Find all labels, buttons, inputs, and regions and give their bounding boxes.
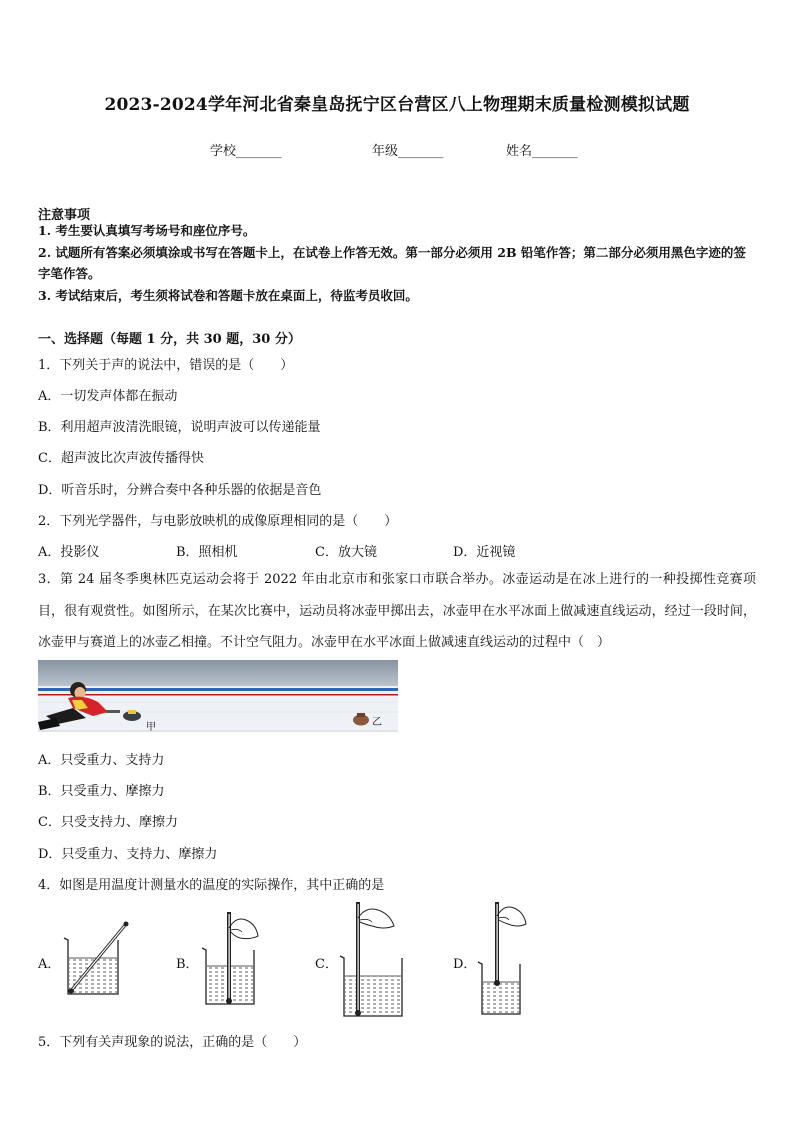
question-2-option-d: D．近视镜	[453, 545, 516, 560]
beaker-b-diagram	[196, 906, 266, 1006]
notice-heading: 注意事项	[38, 208, 91, 223]
question-2-option-c: C．放大镜	[315, 545, 377, 560]
curling-figure	[38, 660, 398, 732]
notice-item: 1. 考生要认真填写考场号和座位序号。	[38, 223, 256, 238]
question-3-option-a: A．只受重力、支持力	[38, 753, 165, 768]
question-5-stem: 5．下列有关声现象的说法，正确的是（ ）	[38, 1035, 307, 1050]
question-3-stem: 3．第 24 届冬季奥林匹克运动会将于 2022 年由北京市和张家口市联合举办。冰壶运动是在冰上进行的一种投掷性竞赛项目，很有观赏性。如图所示，在某次比赛中，运动员将冰壶甲掷出去，冰壶甲在水平冰面上做减速直线运动，经过一段时间，冰壶甲与赛道上的冰壶乙相撞。不计空气阻力。冰壶甲在水平冰面上做减速直线运动的过程中（ ）	[38, 572, 756, 650]
question-2-option-b: B．照相机	[176, 545, 238, 560]
notice-item: 2. 试题所有答案必须填涂或书写在答题卡上，在试卷上作答无效。第一部分必须用 2B 铅笔作答；第二部分必须用黑色字迹的签字笔作答。	[38, 245, 746, 281]
question-2-stem: 2．下列光学器件，与电影放映机的成像原理相同的是（ ）	[38, 514, 398, 529]
question-1-option-a: A．一切发声体都在振动	[38, 389, 178, 404]
grade-field: 年级_______	[372, 144, 444, 159]
question-4-label-a: A．	[38, 957, 61, 972]
school-field: 学校_______	[210, 144, 282, 159]
question-4-label-c: C．	[315, 957, 338, 972]
question-1-stem: 1．下列关于声的说法中，错误的是（ ）	[38, 358, 294, 373]
question-3-option-d: D．只受重力、支持力、摩擦力	[38, 847, 218, 862]
question-3-option-c: C．只受支持力、摩擦力	[38, 815, 178, 830]
page-title: 2023-2024学年河北省秦皇岛抚宁区台营区八上物理期末质量检测模拟试题	[104, 95, 690, 115]
beaker-a-diagram	[60, 918, 138, 998]
stone-b-label: 乙	[372, 717, 382, 728]
question-1-option-b: B．利用超声波清洗眼镜，说明声波可以传递能量	[38, 420, 321, 435]
question-1-option-c: C．超声波比次声波传播得快	[38, 451, 204, 466]
notice-item: 3. 考试结束后，考生须将试卷和答题卡放在桌面上，待监考员收回。	[38, 288, 418, 303]
beaker-d-diagram	[474, 898, 534, 1018]
beaker-c-diagram	[336, 898, 416, 1018]
question-4-label-b: B．	[176, 957, 199, 972]
question-1-option-d: D．听音乐时，分辨合奏中各种乐器的依据是音色	[38, 483, 322, 498]
name-field: 姓名_______	[506, 144, 578, 159]
question-2-option-a: A．投影仪	[38, 545, 100, 560]
question-4-label-d: D．	[453, 957, 477, 972]
section-heading: 一、选择题（每题 1 分，共 30 题，30 分）	[38, 332, 301, 347]
question-3-option-b: B．只受重力、摩擦力	[38, 784, 165, 799]
question-4-stem: 4．如图是用温度计测量水的温度的实际操作，其中正确的是	[38, 878, 385, 893]
stone-a-label: 甲	[146, 722, 156, 733]
